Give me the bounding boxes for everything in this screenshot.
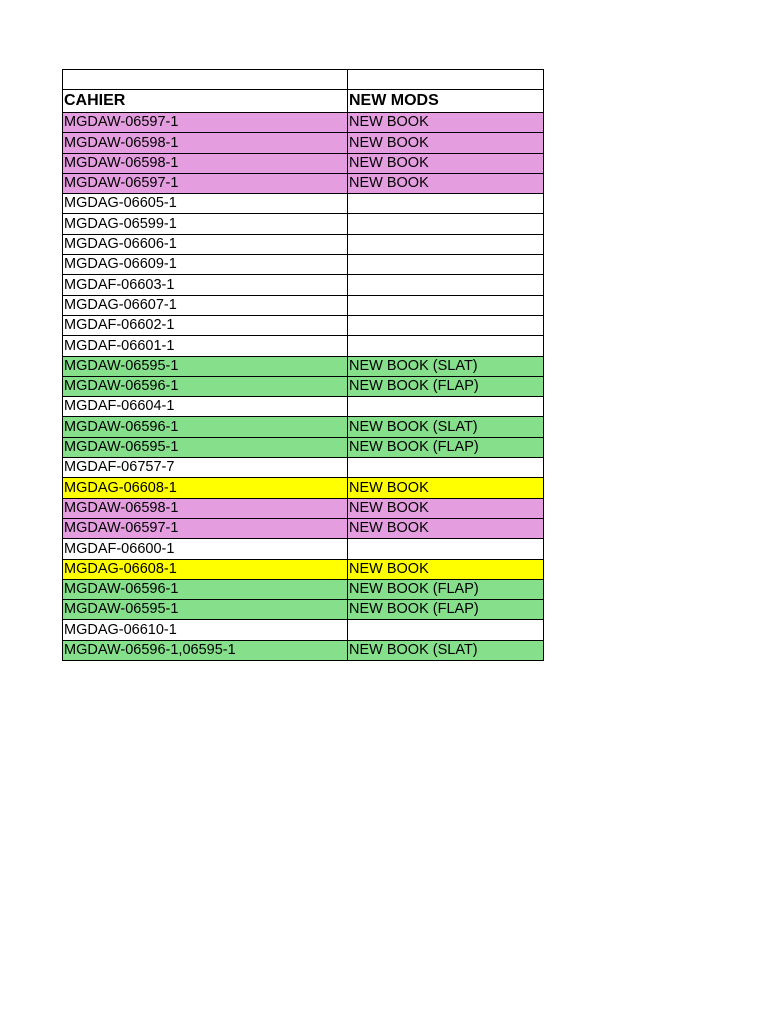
table-row [63, 620, 544, 640]
new-mods-cell[interactable]: NEW BOOK (FLAP) [348, 579, 544, 599]
table-row [63, 315, 544, 335]
new-mods-cell[interactable] [348, 214, 544, 234]
table-row [63, 356, 544, 376]
new-mods-cell[interactable] [348, 255, 544, 275]
cahier-cell[interactable]: MGDAW-06595-1 [63, 600, 348, 620]
new-mods-cell[interactable]: NEW BOOK (FLAP) [348, 437, 544, 457]
cahier-cell[interactable]: MGDAG-06605-1 [63, 194, 348, 214]
table-row [63, 255, 544, 275]
cahier-cell[interactable]: MGDAG-06606-1 [63, 234, 348, 254]
table-row [63, 640, 544, 660]
table-row [63, 214, 544, 234]
new-mods-cell[interactable] [348, 234, 544, 254]
cahier-cell[interactable]: MGDAF-06604-1 [63, 397, 348, 417]
new-mods-cell[interactable] [348, 397, 544, 417]
new-mods-cell[interactable] [348, 620, 544, 640]
table-row [63, 275, 544, 295]
new-mods-cell[interactable]: NEW BOOK (SLAT) [348, 356, 544, 376]
table-row [63, 173, 544, 193]
new-mods-cell[interactable] [348, 315, 544, 335]
cahier-cell[interactable]: MGDAG-06610-1 [63, 620, 348, 640]
table-row [63, 336, 544, 356]
table-row [63, 458, 544, 478]
header-row [63, 90, 544, 113]
cahier-cell[interactable]: MGDAG-06599-1 [63, 214, 348, 234]
empty-row [63, 70, 544, 90]
cahier-cell[interactable]: MGDAW-06597-1 [63, 173, 348, 193]
cahier-cell[interactable]: MGDAF-06757-7 [63, 458, 348, 478]
new-mods-cell[interactable] [348, 458, 544, 478]
new-mods-cell[interactable]: NEW BOOK [348, 559, 544, 579]
new-mods-cell[interactable]: NEW BOOK (FLAP) [348, 376, 544, 396]
table-row [63, 295, 544, 315]
cahier-cell[interactable]: MGDAG-06608-1 [63, 478, 348, 498]
table-row [63, 559, 544, 579]
cahier-cell[interactable]: MGDAW-06597-1 [63, 113, 348, 133]
new-mods-cell[interactable] [348, 275, 544, 295]
table-row [63, 133, 544, 153]
new-mods-cell[interactable]: NEW BOOK (FLAP) [348, 600, 544, 620]
cahier-cell[interactable]: MGDAW-06598-1 [63, 133, 348, 153]
cahier-cell[interactable]: MGDAW-06596-1 [63, 417, 348, 437]
column-header-cahier[interactable]: CAHIER [63, 90, 348, 113]
new-mods-cell[interactable]: NEW BOOK [348, 478, 544, 498]
table-row [63, 539, 544, 559]
new-mods-cell[interactable] [348, 295, 544, 315]
cahier-cell[interactable]: MGDAG-06607-1 [63, 295, 348, 315]
cahier-cell[interactable]: MGDAG-06608-1 [63, 559, 348, 579]
cahier-cell[interactable]: MGDAW-06597-1 [63, 518, 348, 538]
table-row [63, 397, 544, 417]
new-mods-cell[interactable]: NEW BOOK [348, 518, 544, 538]
empty-cell[interactable] [348, 70, 544, 90]
cahier-cell[interactable]: MGDAG-06609-1 [63, 255, 348, 275]
column-header-new-mods[interactable]: NEW MODS [348, 90, 544, 113]
new-mods-cell[interactable] [348, 336, 544, 356]
empty-cell[interactable] [63, 70, 348, 90]
cahier-cell[interactable]: MGDAW-06595-1 [63, 437, 348, 457]
table-row [63, 478, 544, 498]
new-mods-cell[interactable] [348, 194, 544, 214]
new-mods-cell[interactable]: NEW BOOK [348, 498, 544, 518]
cahier-cell[interactable]: MGDAW-06598-1 [63, 153, 348, 173]
cahier-cell[interactable]: MGDAF-06603-1 [63, 275, 348, 295]
table-body [63, 70, 544, 661]
new-mods-cell[interactable] [348, 539, 544, 559]
table-row [63, 518, 544, 538]
table-row [63, 600, 544, 620]
cahier-cell[interactable]: MGDAF-06600-1 [63, 539, 348, 559]
cahier-cell[interactable]: MGDAW-06595-1 [63, 356, 348, 376]
table-row [63, 234, 544, 254]
new-mods-cell[interactable]: NEW BOOK [348, 173, 544, 193]
table-row [63, 437, 544, 457]
cahier-cell[interactable]: MGDAW-06596-1 [63, 579, 348, 599]
cahier-cell[interactable]: MGDAW-06596-1 [63, 376, 348, 396]
new-mods-cell[interactable]: NEW BOOK [348, 133, 544, 153]
table-row [63, 113, 544, 133]
table-row [63, 153, 544, 173]
new-mods-cell[interactable]: NEW BOOK (SLAT) [348, 640, 544, 660]
table-row [63, 194, 544, 214]
cahier-cell[interactable]: MGDAF-06602-1 [63, 315, 348, 335]
table-row [63, 417, 544, 437]
table-row [63, 579, 544, 599]
cahier-cell[interactable]: MGDAF-06601-1 [63, 336, 348, 356]
table-row [63, 498, 544, 518]
cahier-cell[interactable]: MGDAW-06598-1 [63, 498, 348, 518]
new-mods-cell[interactable]: NEW BOOK [348, 113, 544, 133]
new-mods-cell[interactable]: NEW BOOK (SLAT) [348, 417, 544, 437]
cahier-cell[interactable]: MGDAW-06596-1,06595-1 [63, 640, 348, 660]
table-row [63, 376, 544, 396]
new-mods-cell[interactable]: NEW BOOK [348, 153, 544, 173]
spreadsheet-table [62, 69, 544, 661]
